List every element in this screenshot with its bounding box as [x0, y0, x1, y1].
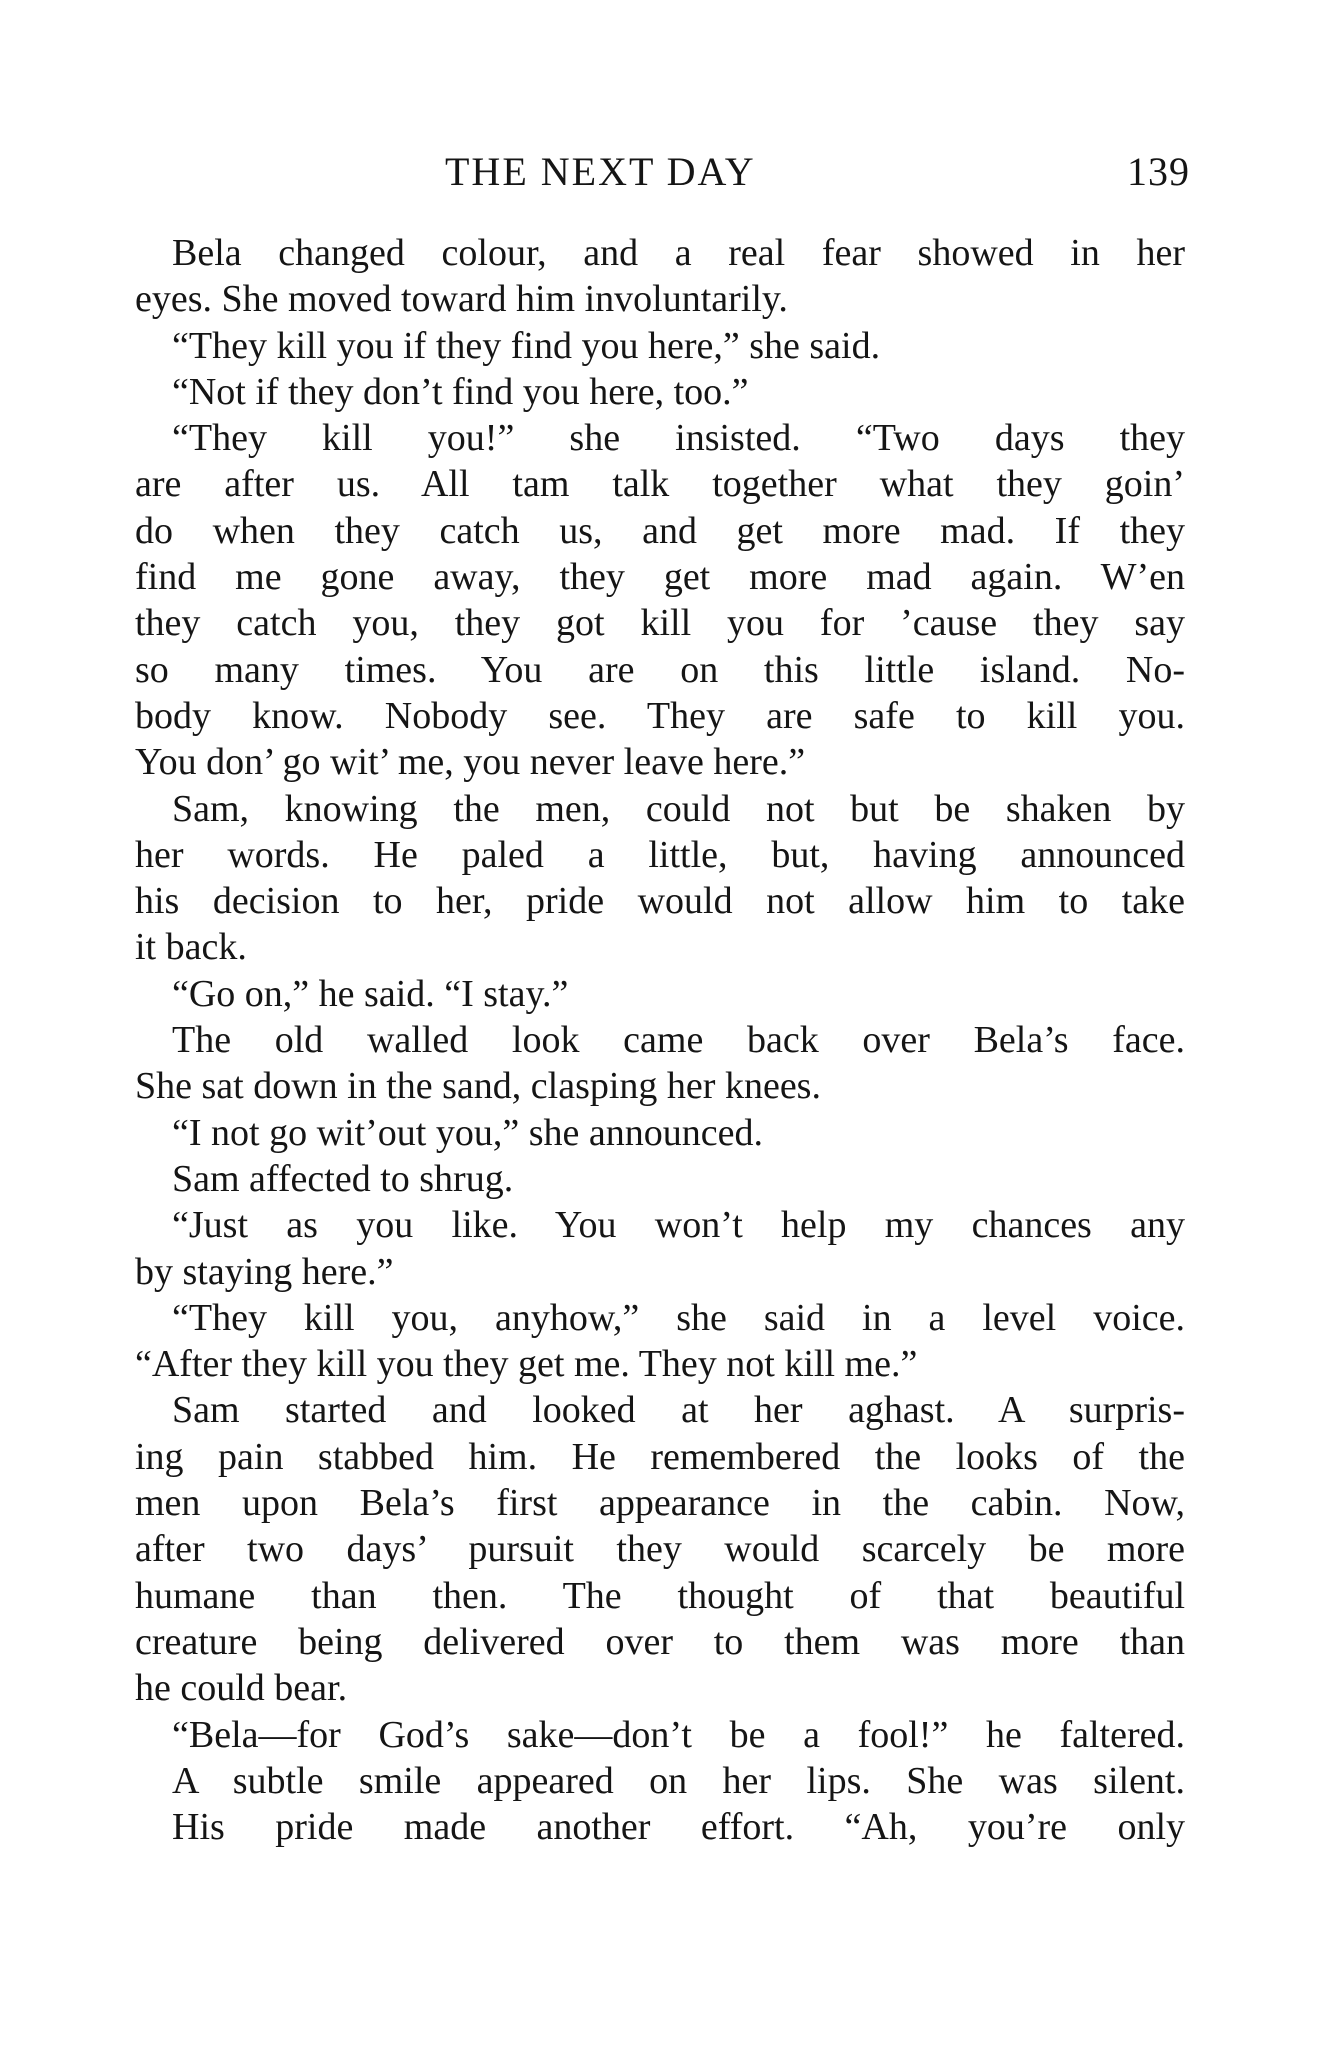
text-line: creature being delivered over to them was more than — [135, 1620, 1185, 1663]
text-line: You don’ go wit’ me, you never leave here.” — [135, 741, 806, 784]
text-line: A subtle smile appeared on her lips. She was silent. — [172, 1759, 1185, 1802]
text-line: “They kill you!” she insisted. “Two days they — [172, 417, 1185, 460]
text-line: She sat down in the sand, clasping her knees. — [135, 1065, 821, 1108]
text-line: “Not if they don’t find you here, too.” — [172, 370, 749, 413]
text-line: body know. Nobody see. They are safe to kill you. — [135, 694, 1185, 737]
text-line: are after us. All tam talk together what they goin’ — [135, 463, 1185, 506]
text-line: he could bear. — [135, 1667, 348, 1710]
body-text — [135, 230, 1185, 1850]
running-header — [135, 146, 1190, 198]
text-line: “Go on,” he said. “I stay.” — [172, 972, 569, 1015]
text-line: The old walled look came back over Bela’s face. — [172, 1019, 1185, 1062]
page-number: 139 — [1127, 149, 1190, 194]
chapter-title: THE NEXT DAY — [445, 149, 756, 194]
text-line: his decision to her, pride would not allow him to take — [135, 880, 1185, 923]
text-line: His pride made another effort. “Ah, you’re only — [172, 1806, 1185, 1849]
text-line: it back. — [135, 926, 247, 969]
text-line: do when they catch us, and get more mad. If they — [135, 509, 1185, 552]
text-line: after two days’ pursuit they would scarcely be more — [135, 1528, 1185, 1571]
text-line: eyes. She moved toward him involuntarily. — [135, 278, 788, 321]
text-line: men upon Bela’s first appearance in the cabin. Now, — [135, 1482, 1185, 1525]
text-line: they catch you, they got kill you for ’cause they say — [135, 602, 1185, 645]
text-line: “They kill you if they find you here,” she said. — [172, 324, 881, 367]
text-line: humane than then. The thought of that beautiful — [135, 1574, 1185, 1617]
text-line: so many times. You are on this little island. No- — [135, 648, 1185, 691]
text-line: “After they kill you they get me. They not kill me.” — [135, 1343, 918, 1386]
text-line: Sam affected to shrug. — [172, 1157, 514, 1200]
text-line: Bela changed colour, and a real fear showed in her — [172, 232, 1185, 274]
text-line: “Bela—for God’s sake—don’t be a fool!” he faltered. — [172, 1713, 1185, 1756]
text-line: Sam started and looked at her aghast. A surpris- — [172, 1389, 1185, 1432]
text-line: “They kill you, anyhow,” she said in a level voice. — [172, 1296, 1185, 1339]
text-line: “I not go wit’out you,” she announced. — [172, 1111, 763, 1154]
text-line: by staying here.” — [135, 1250, 394, 1293]
text-line: her words. He paled a little, but, having announced — [135, 833, 1185, 876]
text-line: “Just as you like. You won’t help my chances any — [172, 1204, 1185, 1247]
text-line: find me gone away, they get more mad again. W’en — [135, 556, 1185, 599]
text-line: ing pain stabbed him. He remembered the looks of the — [135, 1435, 1185, 1478]
text-line: Sam, knowing the men, could not but be shaken by — [172, 787, 1185, 830]
